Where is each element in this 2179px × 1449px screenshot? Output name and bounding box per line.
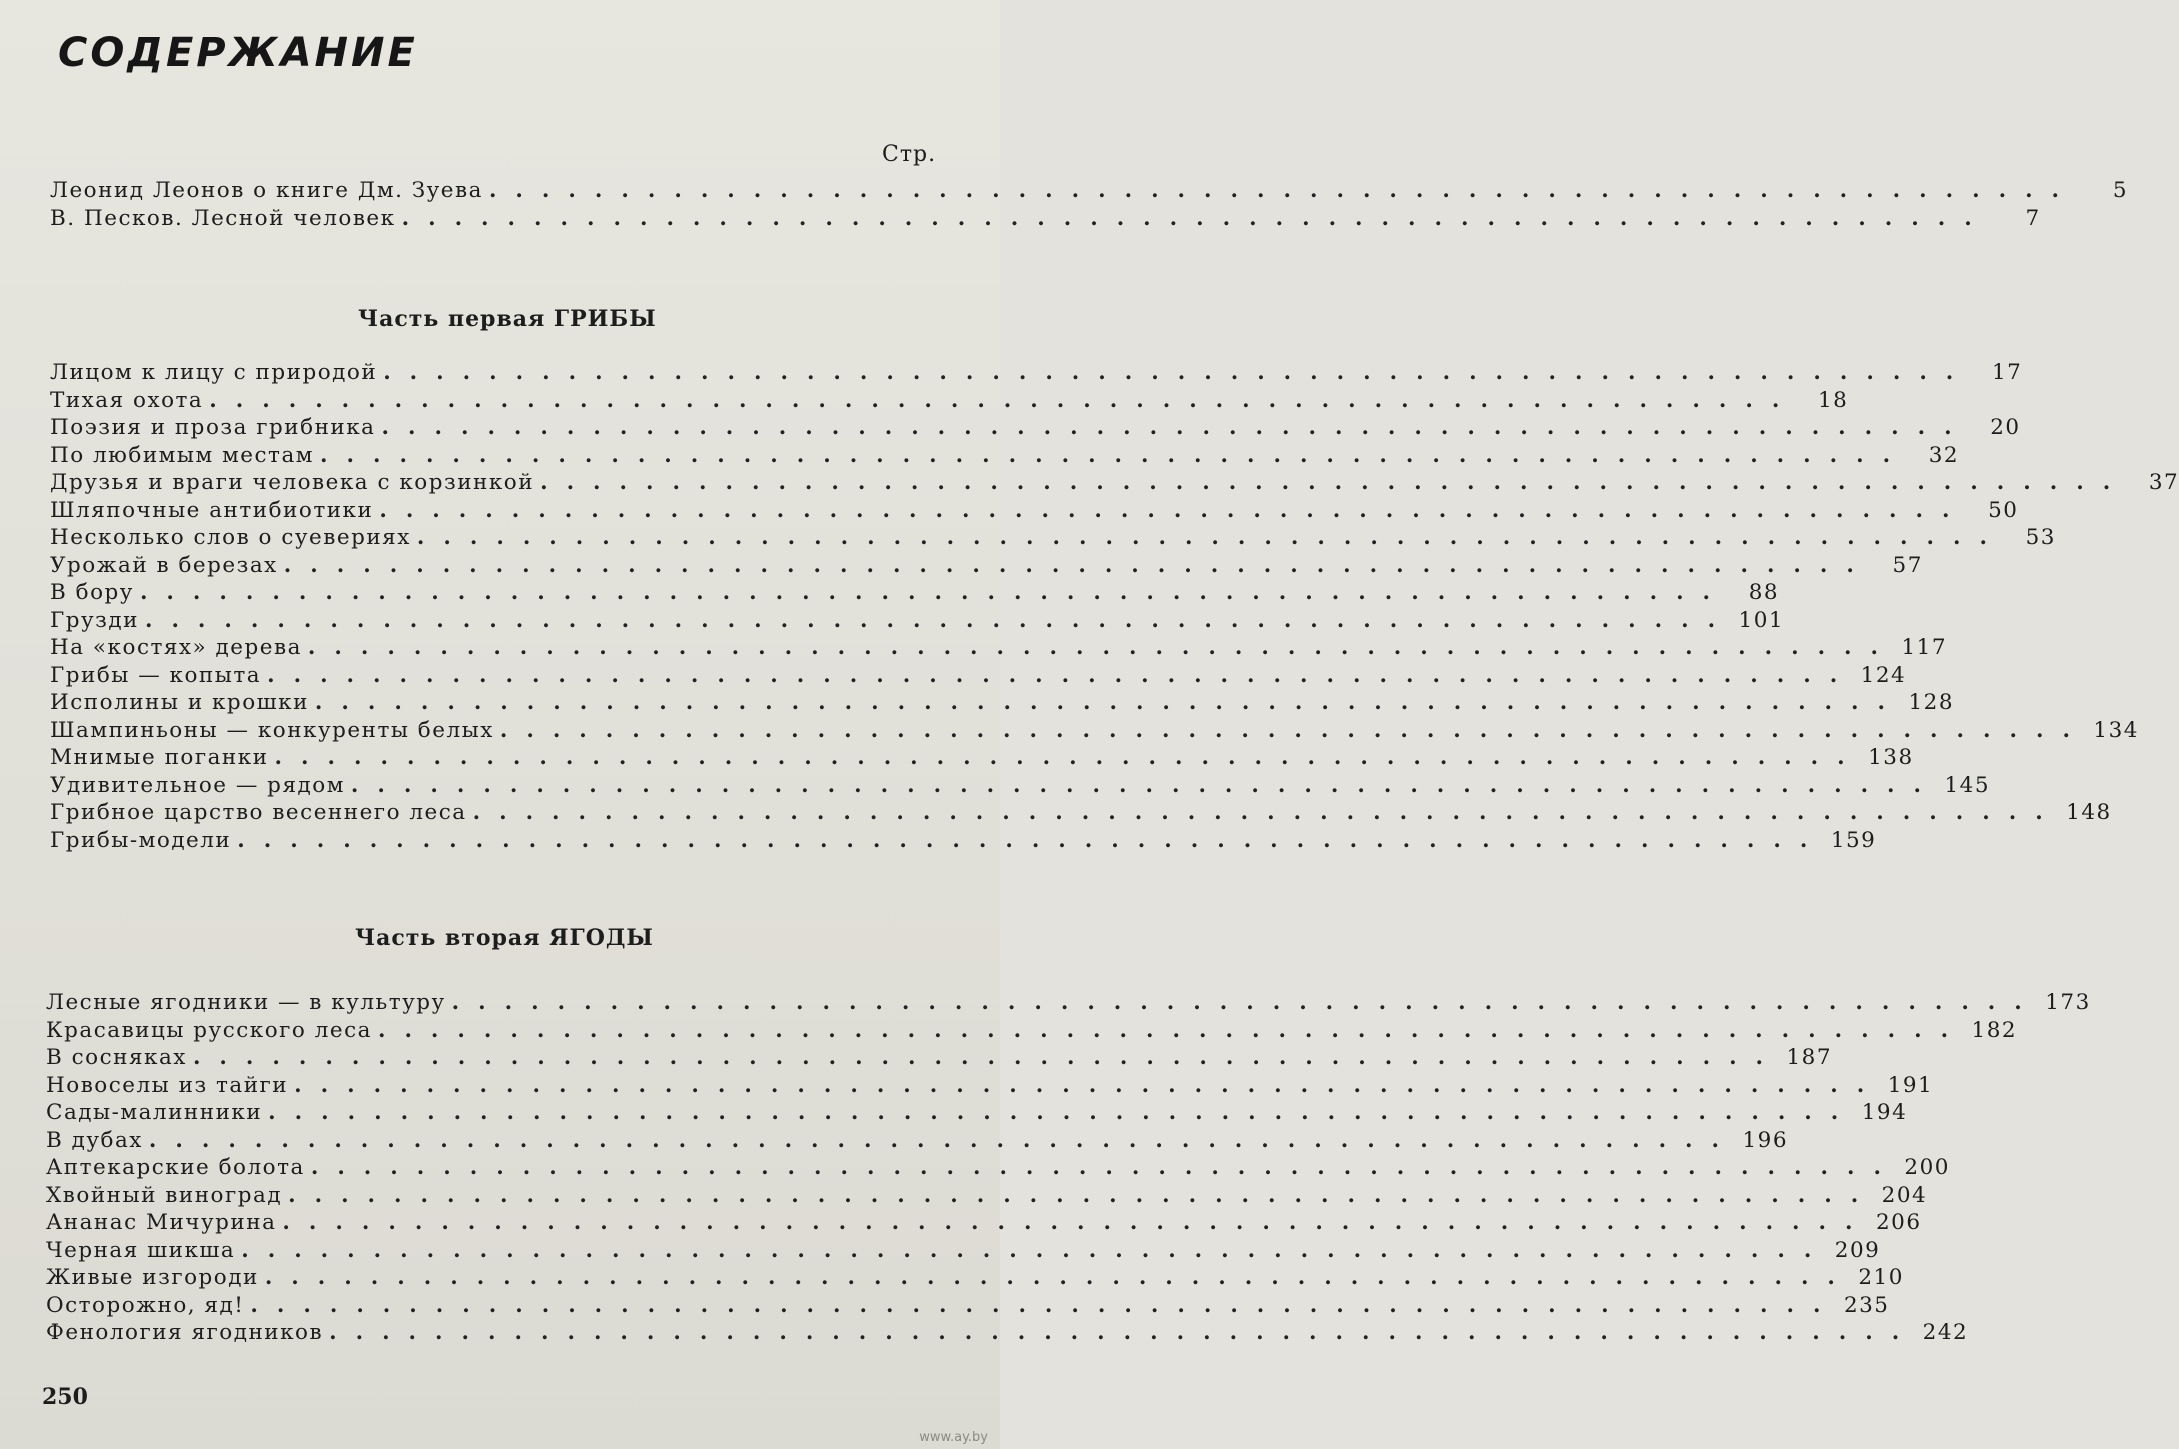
toc-entry-page: 134 xyxy=(2093,717,2139,743)
toc-entry xyxy=(50,442,1960,471)
toc-entry-page: 173 xyxy=(2045,990,2091,1015)
toc-entry-title: По любимым местам xyxy=(50,442,314,468)
toc-entry-title: Фенология ягодников xyxy=(46,1320,324,1345)
toc-entry-page: 20 xyxy=(1990,415,2021,440)
toc-entry xyxy=(46,1265,1904,1293)
toc-entry-title: В сосняках xyxy=(46,1045,187,1070)
toc-entry xyxy=(50,497,2019,526)
toc-entry-title: Хвойный виноград xyxy=(46,1182,283,1208)
toc-leader-dots: ............................................................ xyxy=(540,470,2130,495)
toc-entry xyxy=(46,1045,1833,1073)
toc-entry xyxy=(46,1100,1908,1128)
toc-leader-dots: ............................................................ xyxy=(499,717,2089,743)
toc-entry-title: Аптекарские болота xyxy=(46,1155,305,1180)
toc-entry-title: Новоселы из тайги xyxy=(46,1072,289,1098)
toc-entry xyxy=(46,990,2091,1018)
toc-entry-title: На «костях» дерева xyxy=(50,635,302,660)
toc-entry-page: 159 xyxy=(1830,827,1877,853)
toc-leader-dots: ............................................................ xyxy=(401,205,1991,231)
toc-entry-title: Лесные ягодники — в культуру xyxy=(46,990,446,1015)
toc-entry-page: 7 xyxy=(2025,205,2041,231)
toc-entry-page: 17 xyxy=(1991,360,2023,385)
toc-leader-dots: ............................................................ xyxy=(288,1182,1878,1208)
toc-entry-title: Ананас Мичурина xyxy=(46,1210,277,1235)
toc-entry xyxy=(50,360,2023,388)
toc-leader-dots: ............................................................ xyxy=(268,1100,1858,1125)
toc-entry-title: Друзья и враги человека с корзинкой xyxy=(50,470,535,495)
toc-entry xyxy=(46,1072,1934,1101)
toc-entry xyxy=(50,525,2056,553)
toc-entry-title: Черная шикша xyxy=(46,1237,236,1263)
toc-leader-dots: ............................................................ xyxy=(274,745,1864,770)
toc-entry-title: Исполины и крошки xyxy=(50,690,309,715)
toc-leader-dots: ............................................................ xyxy=(144,607,1735,633)
toc-leader-dots: ............................................................ xyxy=(241,1237,1831,1263)
watermark: www.ay.by xyxy=(919,1430,988,1445)
toc-leader-dots: ............................................................ xyxy=(310,1155,1900,1180)
toc-entry-page: 194 xyxy=(1861,1100,1908,1125)
toc-front-list xyxy=(50,178,2129,233)
page-column-label: Стр. xyxy=(882,142,937,167)
toc-entry-page: 206 xyxy=(1875,1210,1922,1235)
part2-heading: Часть вторая ЯГОДЫ xyxy=(355,925,654,951)
toc-leader-dots: ............................................................ xyxy=(329,1320,1919,1345)
toc-leader-dots: ............................................................ xyxy=(192,1045,1783,1070)
part1-heading: Часть первая ГРИБЫ xyxy=(358,306,657,332)
toc-leader-dots: ............................................................ xyxy=(139,580,1730,605)
toc-entry-page: 37 xyxy=(2148,470,2179,495)
toc-entry xyxy=(46,1155,1950,1183)
toc-entry-title: Поэзия и проза грибника xyxy=(50,415,376,440)
toc-entry-page: 148 xyxy=(2066,800,2112,825)
toc-leader-dots: ............................................................ xyxy=(282,1210,1872,1235)
toc-entry-title: Осторожно, яд! xyxy=(46,1292,245,1318)
toc-entry-page: 191 xyxy=(1887,1072,1934,1098)
page-title: СОДЕРЖАНИЕ xyxy=(58,30,418,76)
toc-entry-page: 5 xyxy=(2112,178,2129,203)
toc-entry xyxy=(46,1182,1928,1211)
toc-entry-page: 242 xyxy=(1922,1320,1969,1345)
toc-leader-dots: ............................................................ xyxy=(383,360,1973,385)
toc-entry-page: 88 xyxy=(1748,580,1780,605)
toc-entry-title: Тихая охота xyxy=(50,387,204,413)
toc-leader-dots: ............................................................ xyxy=(307,635,1898,660)
toc-leader-dots: ............................................................ xyxy=(472,800,2062,825)
toc-leader-dots: ............................................................ xyxy=(250,1292,1840,1318)
toc-entry xyxy=(50,470,2179,498)
toc-entry xyxy=(50,827,1877,856)
toc-leader-dots: ............................................................ xyxy=(320,442,1910,468)
toc-entry-title: Сады-малинники xyxy=(46,1100,263,1125)
toc-entry-title: Мнимые поганки xyxy=(50,745,269,770)
toc-entry-page: 210 xyxy=(1858,1265,1904,1290)
toc-entry xyxy=(50,772,1991,801)
toc-entry xyxy=(50,552,1923,581)
toc-entry-title: Лицом к лицу с природой xyxy=(50,360,378,385)
toc-leader-dots: ............................................................ xyxy=(350,772,1941,798)
toc-entry-page: 182 xyxy=(1971,1017,2018,1043)
toc-entry xyxy=(46,1017,2018,1046)
toc-entry-page: 187 xyxy=(1786,1045,1833,1070)
toc-entry-title: Грибы — копыта xyxy=(50,662,262,688)
toc-entry-page: 57 xyxy=(1892,552,1923,578)
toc-entry-page: 18 xyxy=(1818,387,1849,413)
toc-entry-page: 50 xyxy=(1988,497,2019,523)
toc-entry xyxy=(46,1237,1881,1266)
toc-leader-dots: ............................................................ xyxy=(264,1265,1854,1290)
toc-entry-page: 53 xyxy=(2025,525,2056,550)
toc-entry xyxy=(46,1210,1922,1238)
toc-entry-page: 204 xyxy=(1881,1182,1928,1208)
toc-entry-title: Урожай в березах xyxy=(50,552,278,578)
toc-leader-dots: ............................................................ xyxy=(283,552,1873,578)
toc-entry xyxy=(50,205,2041,234)
toc-leader-dots: ............................................................ xyxy=(488,178,2079,203)
toc-entry xyxy=(46,1320,1969,1348)
toc-entry xyxy=(50,387,1849,416)
toc-entry-page: 101 xyxy=(1738,607,1785,633)
toc-entry xyxy=(50,415,2021,443)
toc-entry-page: 196 xyxy=(1742,1127,1789,1153)
toc-entry-title: Шляпочные антибиотики xyxy=(50,497,374,523)
toc-leader-dots: ............................................................ xyxy=(294,1072,1884,1098)
toc-entry xyxy=(50,800,2112,828)
toc-entry-title: Несколько слов о суевериях xyxy=(50,525,411,550)
toc-part1-list xyxy=(50,360,2179,855)
toc-leader-dots: ............................................................ xyxy=(267,662,1857,688)
toc-entry xyxy=(50,662,1907,691)
toc-entry-page: 138 xyxy=(1868,745,1914,770)
toc-entry-title: В бору xyxy=(50,580,134,605)
toc-entry xyxy=(50,635,1948,663)
toc-entry xyxy=(46,1127,1789,1156)
toc-leader-dots: ............................................................ xyxy=(209,387,1799,413)
toc-entry-title: Шампиньоны — конкуренты белых xyxy=(50,717,494,743)
toc-leader-dots: ............................................................ xyxy=(451,990,2041,1015)
toc-entry-page: 235 xyxy=(1843,1292,1890,1318)
toc-entry xyxy=(46,1292,1890,1321)
toc-entry xyxy=(50,745,1914,773)
toc-leader-dots: ............................................................ xyxy=(314,690,1905,715)
toc-part2-list xyxy=(46,990,2091,1348)
toc-entry xyxy=(50,607,1785,636)
toc-entry xyxy=(50,580,1780,608)
toc-entry-page: 124 xyxy=(1860,662,1907,688)
toc-entry-page: 117 xyxy=(1901,635,1948,660)
toc-entry-title: Леонид Леонов о книге Дм. Зуева xyxy=(50,178,483,203)
toc-entry-page: 128 xyxy=(1908,690,1955,715)
toc-leader-dots: ............................................................ xyxy=(381,415,1971,440)
toc-entry-title: Живые изгороди xyxy=(46,1265,259,1290)
toc-entry-page: 209 xyxy=(1834,1237,1881,1263)
toc-entry-title: Грибное царство весеннего леса xyxy=(50,800,467,825)
page-number: 250 xyxy=(42,1384,88,1410)
toc-entry-title: В дубах xyxy=(46,1127,143,1153)
toc-leader-dots: ............................................................ xyxy=(148,1127,1739,1153)
toc-entry-title: В. Песков. Лесной человек xyxy=(50,205,396,231)
toc-entry-title: Грузди xyxy=(50,607,139,633)
toc-entry-title: Красавицы русского леса xyxy=(46,1017,372,1043)
toc-leader-dots: ............................................................ xyxy=(377,1017,1968,1043)
toc-leader-dots: ............................................................ xyxy=(237,827,1827,853)
toc-entry-page: 32 xyxy=(1928,442,1960,468)
toc-entry-title: Грибы-модели xyxy=(50,827,232,853)
toc-leader-dots: ............................................................ xyxy=(416,525,2006,550)
toc-entry-page: 200 xyxy=(1904,1155,1950,1180)
toc-entry xyxy=(50,178,2129,206)
toc-entry-page: 145 xyxy=(1944,772,1991,798)
toc-entry-title: Удивительное — рядом xyxy=(50,772,345,798)
toc-leader-dots: ............................................................ xyxy=(379,497,1969,523)
toc-entry xyxy=(50,717,2139,746)
toc-entry xyxy=(50,690,1955,718)
